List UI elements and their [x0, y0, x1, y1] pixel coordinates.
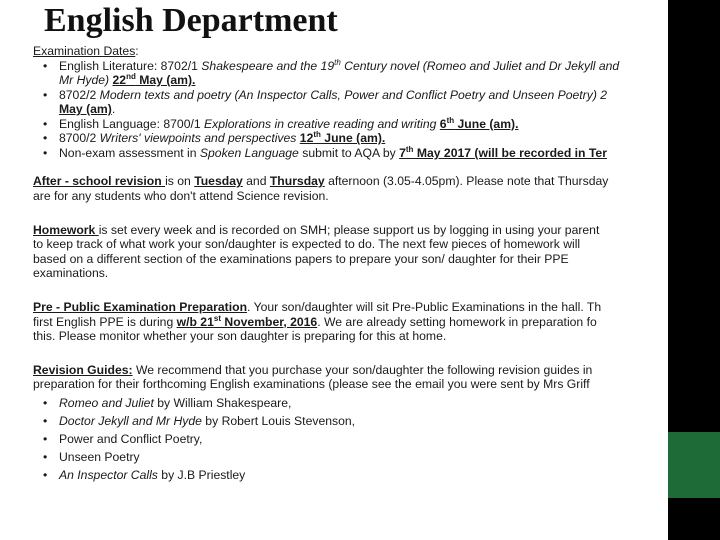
- exam-item-literature-2: • 8702/2 Modern texts and poetry (An Inspector Calls, Power and Conflict Poetry and Unseen Poetry) 2 May (am).: [33, 88, 669, 117]
- slide-content: [33, 44, 669, 540]
- after-school-section: After - school revision is on Tuesday and Thursday afternoon (3.05-4.05pm). Please note that Thursday are for any students who don't attend Science revision.: [33, 174, 609, 203]
- exam-item-literature-1: • English Literature: 8702/1 Shakespeare and the 19th Century novel (Romeo and Juliet and Dr Jekyll and Mr Hyde) 22nd May (am).: [33, 59, 669, 88]
- revision-guides-heading: Revision Guides:: [33, 362, 133, 377]
- guide-item: • Romeo and Juliet by William Shakespeare,: [33, 394, 669, 412]
- guide-item: • An Inspector Calls by J.B Priestley: [33, 466, 669, 484]
- guide-item: • Power and Conflict Poetry,: [33, 430, 669, 448]
- homework-section: Homework is set every week and is recorded on SMH; please support us by logging in using your parent to keep track of what work your son/daughter is expected to do. The next few pieces of homework will based on a different section of the examinations papers to prepare your son/ daughter for their PPE examinations.: [33, 222, 600, 281]
- exam-item-language-2: • 8700/2 Writers' viewpoints and perspectives 12th June (am).: [33, 131, 669, 146]
- guide-item: • Doctor Jekyll and Mr Hyde by Robert Louis Stevenson,: [33, 412, 669, 430]
- page-title: English Department: [44, 2, 338, 39]
- guide-item: • Unseen Poetry: [33, 448, 669, 466]
- exam-item-language-1: • English Language: 8700/1 Explorations in creative reading and writing 6th June (am).: [33, 117, 669, 132]
- ppe-section: Pre - Public Examination Preparation. Your son/daughter will sit Pre-Public Examinations in the hall. Th first English PPE is during w/b 21st November, 2016. We are already setting homework in preparation fo this. Please monitor whether your son daughter is preparing for this at home.: [33, 299, 602, 344]
- exam-item-nea: • Non-exam assessment in Spoken Language submit to AQA by 7th May 2017 (will be recorded in Ter: [33, 146, 669, 161]
- exam-dates-heading: Examination Dates:: [33, 44, 139, 58]
- after-school-heading: After - school revision: [33, 174, 166, 189]
- exam-dates-list: [33, 59, 669, 161]
- homework-heading: Homework: [33, 222, 99, 237]
- ppe-heading: Pre - Public Examination Preparation: [33, 299, 248, 314]
- revision-guides-section: Revision Guides: We recommend that you purchase your son/daughter the following revision guides in preparation for their forthcoming English examinations (please see the email you were sent by Mrs Griff • Romeo and Juliet by William Shakespeare, • Doctor Jekyll and Mr Hyde by Robert Louis Stevenson, • Power and Conflict Poetry, • Unseen Poetry • An Inspector Calls by J.B Priestley: [33, 363, 669, 484]
- revision-guides-list: [33, 394, 669, 484]
- green-accent-block: [668, 432, 720, 498]
